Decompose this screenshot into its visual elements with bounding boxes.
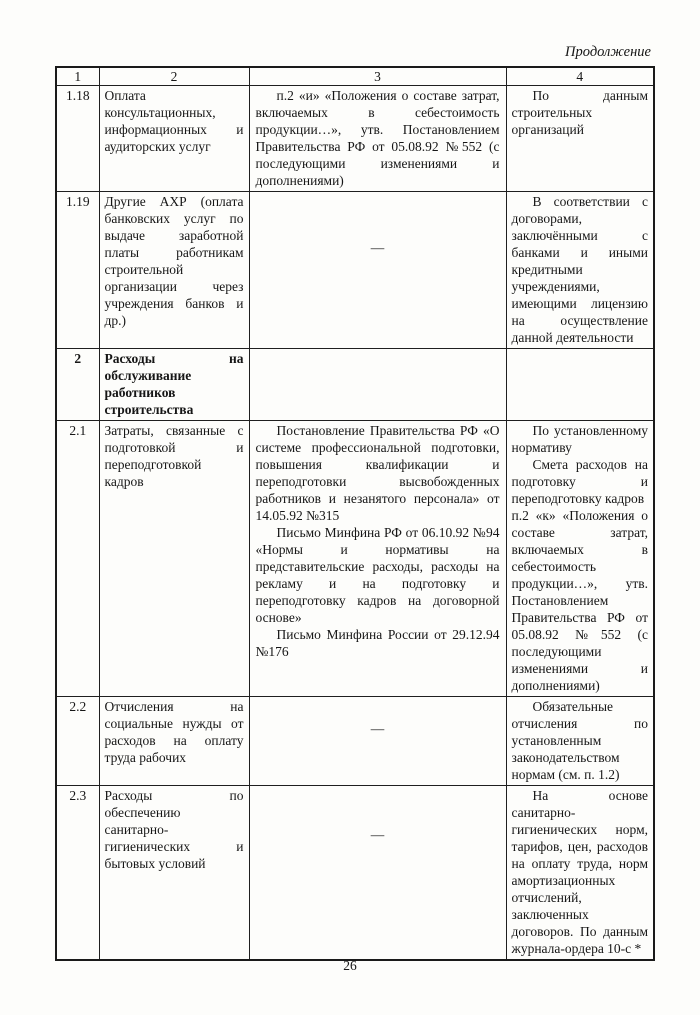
page-content	[55, 44, 653, 961]
row-number-cell	[56, 349, 99, 421]
table-row	[56, 86, 654, 192]
legal-basis-paragraph: Письмо Минфина России от 29.12.94 №176	[255, 627, 500, 659]
table-header-row	[56, 67, 654, 86]
determination-cell	[506, 86, 654, 192]
legal-basis-paragraph: Постановление Правительства РФ «О системе профессиональной подготовки, повышения квалификации и переподготовки высвобожденных работников и незанятого персонала» от 14.05.92 №315	[255, 423, 500, 523]
column-header-1: 1	[56, 67, 99, 86]
row-number-cell	[56, 192, 99, 349]
empty-dash: —	[370, 240, 385, 255]
row-number: 2	[74, 351, 82, 366]
expense-item-text: Расходы по обеспечению санитарно-гигиенических и бытовых условий	[104, 788, 244, 871]
table-row	[56, 697, 654, 786]
table-row	[56, 786, 654, 961]
determination-paragraph: По установленному нормативу	[511, 423, 648, 455]
expense-item-text: Оплата консультационных, информационных и аудиторских услуг	[104, 88, 244, 154]
expense-item-text: Затраты, связанные с подготовкой и переподготовкой кадров	[104, 423, 244, 489]
column-header-4: 4	[506, 67, 654, 86]
expense-item-cell	[99, 192, 249, 349]
empty-dash: —	[370, 827, 385, 842]
determination-paragraph: В соответствии с договорами, заключёнными с банками и иными кредитными учреждениями, имеющими лицензию на осуществление данной деятельности	[511, 194, 648, 345]
determination-cell	[506, 349, 654, 421]
row-number: 2.3	[69, 788, 87, 803]
section-title-text: Расходы на обслуживание работников строительства	[104, 351, 244, 417]
column-header-3: 3	[249, 67, 506, 86]
expense-item-text: Отчисления на социальные нужды от расходов на оплату труда рабочих	[104, 699, 244, 765]
expense-item-cell	[99, 697, 249, 786]
continuation-label: Продолжение	[565, 44, 651, 60]
legal-basis-paragraph: Письмо Минфина РФ от 06.10.92 №94 «Нормы и нормативы на представительские расходы, расходы на рекламу и на подготовку и переподготовку кадров на договорной основе»	[255, 525, 500, 625]
legal-basis-cell	[249, 421, 506, 697]
determination-paragraph: По данным строительных организаций	[511, 88, 648, 137]
determination-cell	[506, 192, 654, 349]
row-number: 2.1	[69, 423, 87, 438]
page-number: 26	[343, 958, 357, 973]
determination-paragraph: На основе санитарно-гигиенических норм, тарифов, цен, расходов на оплату труда, норм амортизационных отчислений, заключенных договоров. По данным журнала-ордера 10-с *	[511, 788, 648, 956]
legal-basis-cell	[249, 86, 506, 192]
legal-basis-paragraph: п.2 «и» «Положения о составе затрат, включаемых в себестоимость продукции…», утв. Постановлением Правительства РФ от 05.08.92 №552 (с последующими изменениями и дополнениями)	[255, 88, 500, 188]
expense-item-cell	[99, 786, 249, 961]
legal-basis-cell	[249, 192, 506, 349]
determination-paragraph: п.2 «к» «Положения о составе затрат, включаемых в себестоимость продукции…», утв. Постановлением Правительства РФ от 05.08.92 №552 (с последующими изменениями и дополнениями)	[511, 508, 648, 693]
row-number-cell	[56, 697, 99, 786]
determination-cell	[506, 697, 654, 786]
expense-item-cell	[99, 421, 249, 697]
column-header-2: 2	[99, 67, 249, 86]
table-section-row	[56, 349, 654, 421]
expenses-table	[55, 66, 655, 961]
legal-basis-cell	[249, 349, 506, 421]
determination-paragraph: Обязательные отчисления по установленным законодательством нормам (см. п. 1.2)	[511, 699, 648, 782]
row-number: 1.19	[65, 194, 90, 209]
table-row	[56, 421, 654, 697]
row-number-cell	[56, 421, 99, 697]
row-number: 1.18	[65, 88, 90, 103]
expense-item-cell	[99, 86, 249, 192]
determination-cell	[506, 786, 654, 961]
determination-cell	[506, 421, 654, 697]
legal-basis-cell	[249, 697, 506, 786]
row-number-cell	[56, 86, 99, 192]
determination-paragraph: Смета расходов на подготовку и переподготовку кадров	[511, 457, 648, 506]
expense-item-text: Другие АХР (оплата банковских услуг по выдаче заработной платы работникам строительной организации через учреждения банков и др.)	[104, 194, 244, 328]
row-number-cell	[56, 786, 99, 961]
empty-dash: —	[370, 721, 385, 736]
table-row	[56, 192, 654, 349]
row-number: 2.2	[69, 699, 87, 714]
section-title-cell	[99, 349, 249, 421]
legal-basis-cell	[249, 786, 506, 961]
